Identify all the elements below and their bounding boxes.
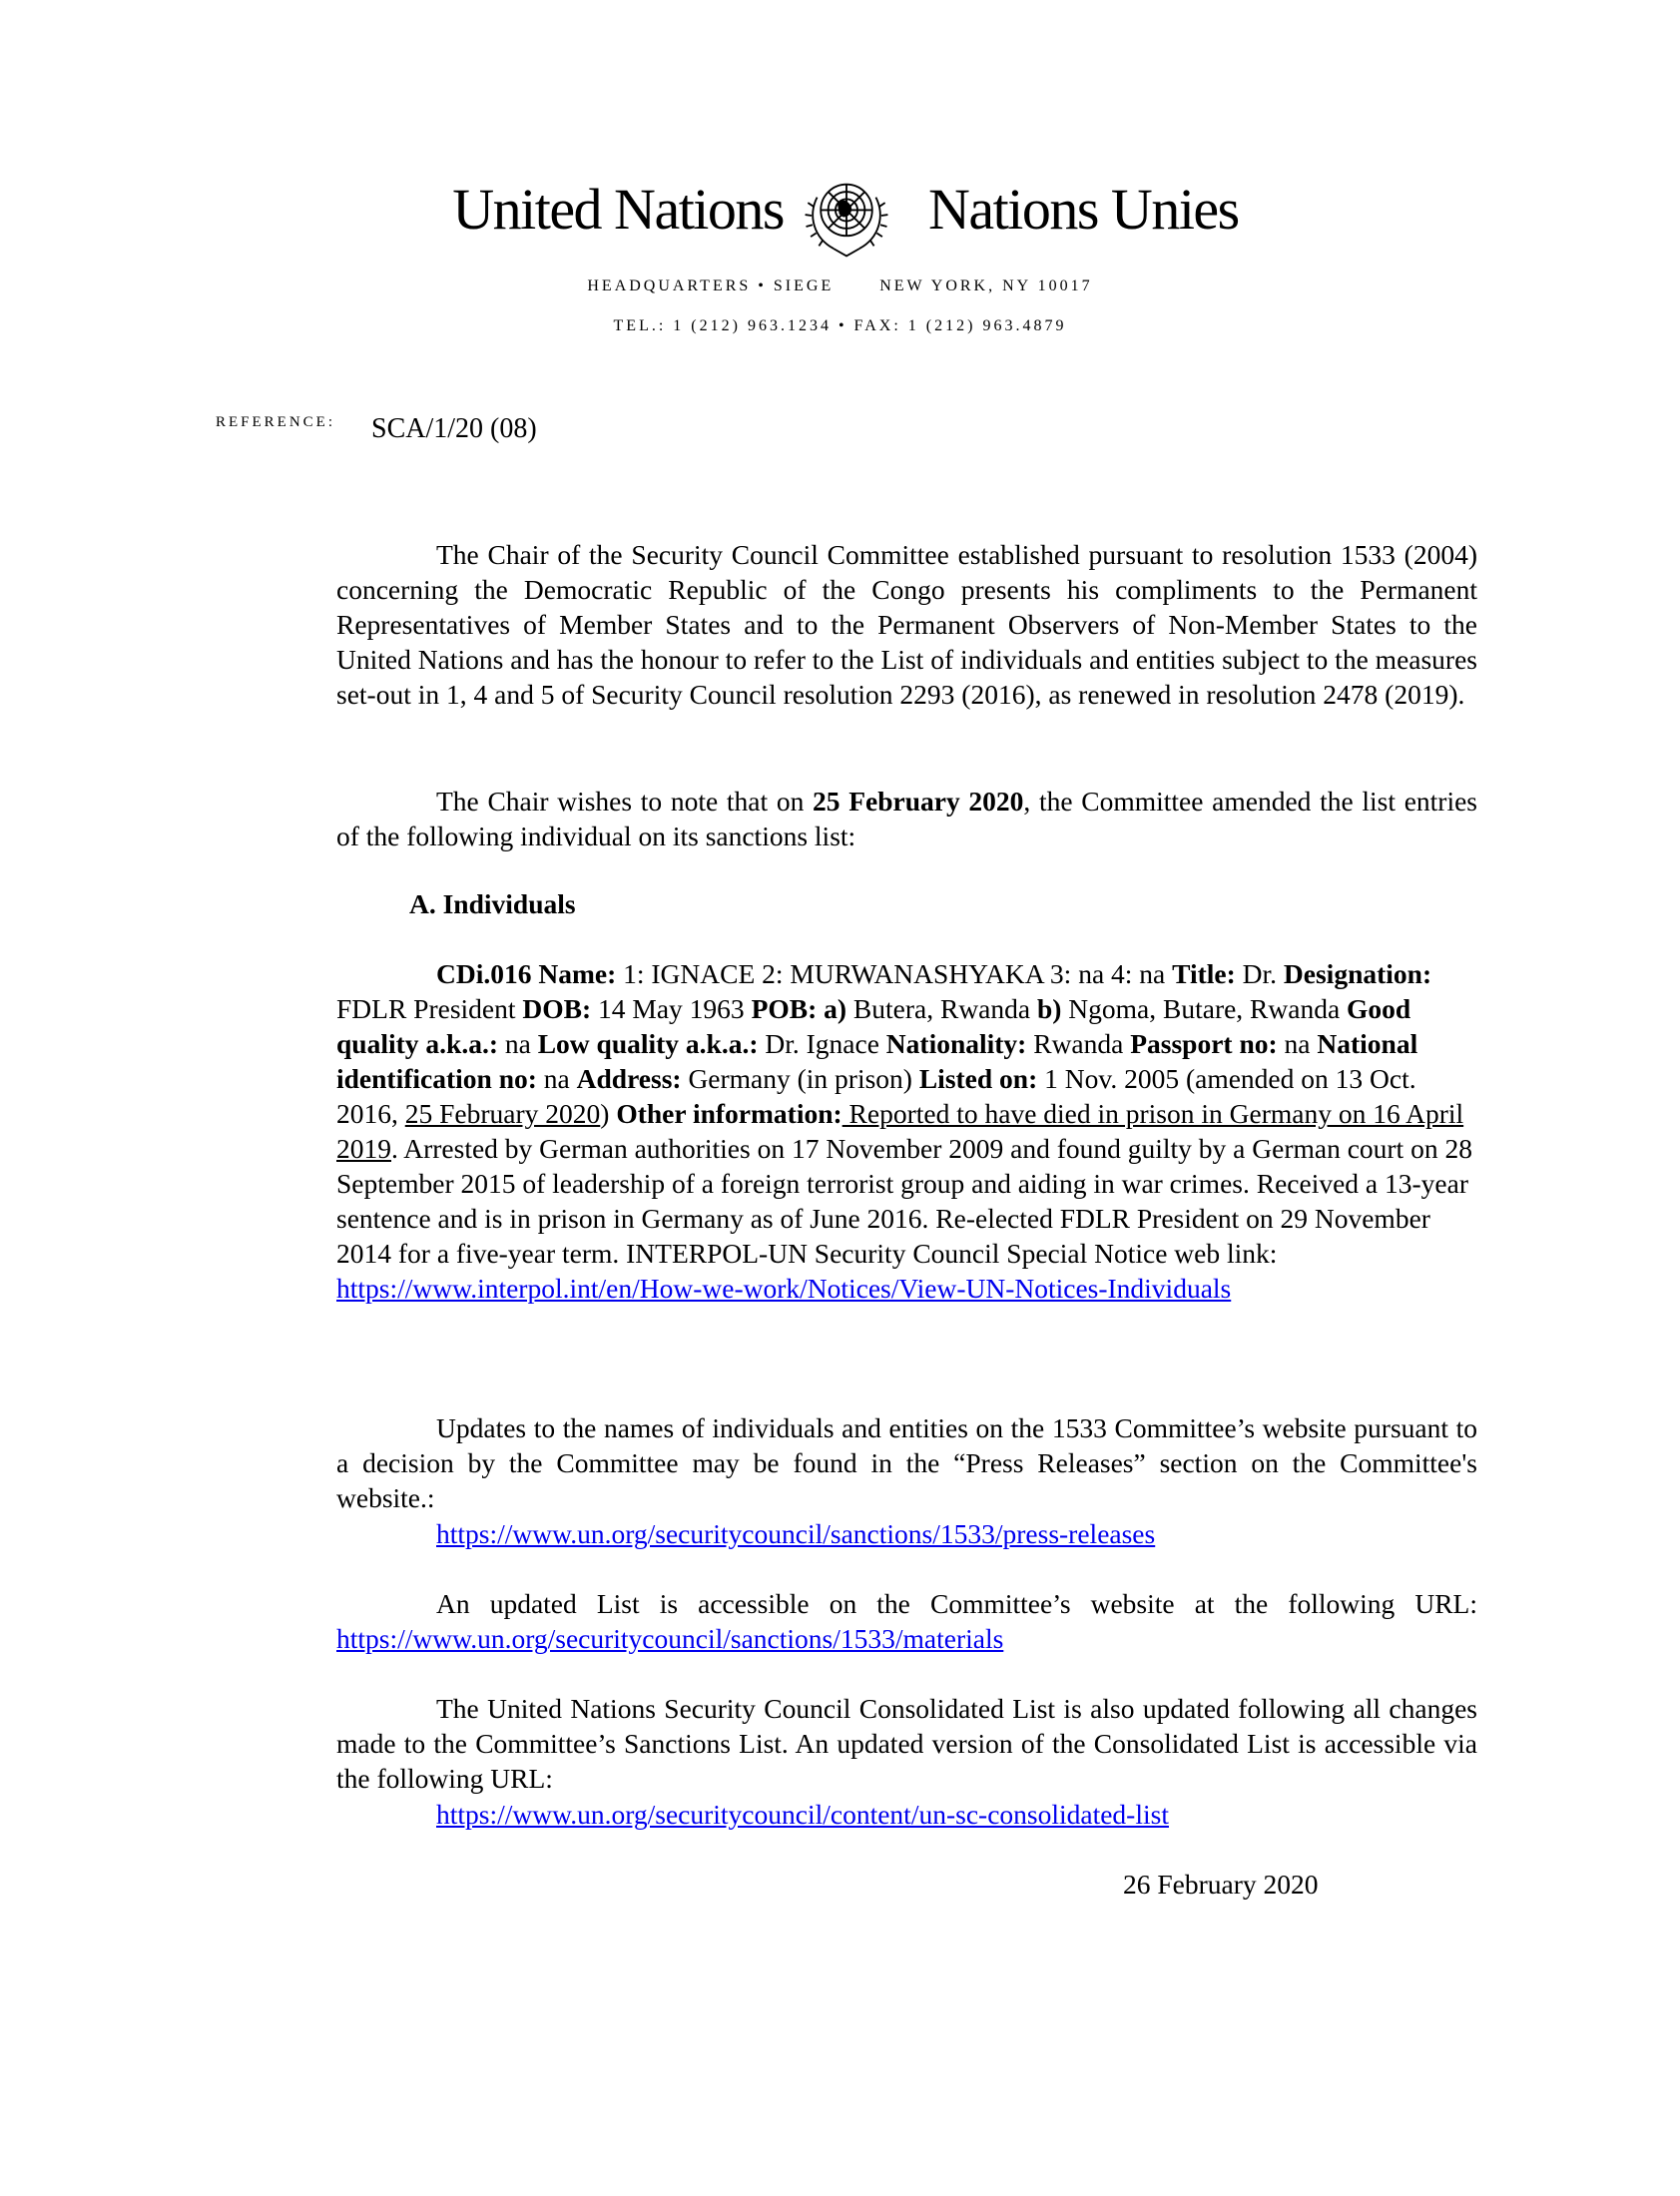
entry-passport: na <box>1277 1028 1318 1059</box>
address-headquarters: HEADQUARTERS • SIEGE <box>587 277 835 294</box>
entry-good-aka: na <box>497 1028 538 1059</box>
consolidated-list-line <box>436 1797 1169 1832</box>
entry-pob-a: Butera, Rwanda <box>846 993 1037 1024</box>
letterhead-name-english: United Nations <box>452 177 784 242</box>
entry-other-info-label: Other information: <box>616 1098 842 1129</box>
entry-dob-label: DOB: <box>522 993 592 1024</box>
entry-listed: 1 Nov. 2005 (amended on 13 Oct. 2016, <box>336 1063 1416 1129</box>
paragraph-press-releases: Updates to the names of individuals and entities on the 1533 Committee’s website pursuant to a decision by the Committee may be found in the “Press Releases” section on the Committee's website.: <box>336 1412 1477 1513</box>
document-date: 26 February 2020 <box>1123 1869 1319 1900</box>
sanctions-entry <box>336 956 1477 1306</box>
entry-passport-label: Passport no: <box>1130 1028 1278 1059</box>
entry-designation-label: Designation: <box>1283 958 1432 989</box>
press-releases-link[interactable]: https://www.un.org/securitycouncil/sanctions/1533/press-releases <box>436 1518 1156 1549</box>
entry-listed-amendment: 25 February 2020 <box>404 1098 601 1129</box>
entry-title: Dr. <box>1235 958 1284 989</box>
paragraph-consolidated-list: The United Nations Security Council Consolidated List is also updated following all changes made to the Committee’s Sanctions List. An updated version of the Consolidated List is accessible via the following URL: <box>336 1693 1477 1794</box>
letterhead <box>0 170 1680 260</box>
entry-name: 1: IGNACE 2: MURWANASHYAKA 3: na 4: na <box>616 958 1166 989</box>
un-emblem-icon <box>801 170 892 262</box>
address-city: NEW YORK, NY 10017 <box>879 277 1093 294</box>
entry-national-id: na <box>536 1063 577 1094</box>
entry-low-aka: Dr. Ignace <box>758 1028 886 1059</box>
entry-dob: 14 May 1963 <box>591 993 752 1024</box>
entry-id-name-label: CDi.016 Name: <box>436 958 617 989</box>
section-heading-individuals: A. Individuals <box>409 888 576 919</box>
updated-list-text: An updated List is accessible on the Committee’s website at the following URL: <box>436 1588 1477 1619</box>
entry-good-aka-label: Good quality a.k.a.: <box>336 993 1411 1059</box>
paragraph-amendment-text: The Chair wishes to note that on <box>436 786 814 817</box>
entry-pob-b: Ngoma, Butare, Rwanda <box>1061 993 1348 1024</box>
amendment-date: 25 February 2020 <box>813 786 1024 817</box>
entry-pob-label: POB: a) <box>751 993 847 1024</box>
materials-link[interactable]: https://www.un.org/securitycouncil/sanctions/1533/materials <box>336 1623 1004 1654</box>
paragraph-updated-list <box>336 1586 1477 1656</box>
letterhead-address <box>0 277 1680 295</box>
paragraph-amendment-text-end: , the Committee amended the list entries of the following individual on its sanctions list: <box>336 786 1477 851</box>
letterhead-contact: TEL.: 1 (212) 963.1234 • FAX: 1 (212) 963.4879 <box>613 317 1067 334</box>
consolidated-list-link[interactable]: https://www.un.org/securitycouncil/content/un-sc-consolidated-list <box>436 1799 1169 1830</box>
entry-address-label: Address: <box>576 1063 682 1094</box>
entry-listed-close: ) <box>600 1098 617 1129</box>
interpol-notice-link[interactable]: https://www.interpol.int/en/How-we-work/Notices/View-UN-Notices-Individuals <box>336 1273 1232 1304</box>
press-releases-line <box>436 1516 1155 1551</box>
paragraph-amendment-note <box>336 784 1477 853</box>
entry-listed-label: Listed on: <box>918 1063 1038 1094</box>
letterhead-name-french: Nations Unies <box>928 177 1239 242</box>
entry-low-aka-label: Low quality a.k.a.: <box>537 1028 759 1059</box>
entry-designation: FDLR President <box>336 993 523 1024</box>
entry-title-label: Title: <box>1172 958 1236 989</box>
entry-address: Germany (in prison) <box>681 1063 919 1094</box>
reference-label: REFERENCE: <box>216 414 336 430</box>
entry-pob-b-label: b) <box>1036 993 1062 1024</box>
entry-other-info: . Arrested by German authorities on 17 November 2009 and found guilty by a German court on 28 September 2015 of leadership of a foreign terrorist group and aiding in war crimes. Received a 13-year sentence and is in prison in Germany as of June 2016. Re-elected FDLR President on 29 November 2014 for a five-year term. INTERPOL-UN Security Council Special Notice web link: <box>336 1133 1472 1269</box>
reference-value: SCA/1/20 (08) <box>371 413 537 444</box>
entry-nationality-label: Nationality: <box>885 1028 1027 1059</box>
entry-death-report: Reported to have died in prison in Germany on 16 April 2019 <box>336 1098 1464 1164</box>
paragraph-intro: The Chair of the Security Council Committee established pursuant to resolution 1533 (2004) concerning the Democratic Republic of the Congo presents his compliments to the Permanent Representatives of Member States and to the Permanent Observers of Non-Member States to the United Nations and has the honour to refer to the List of individuals and entities subject to the measures set-out in 1, 4 and 5 of Security Council resolution 2293 (2016), as renewed in resolution 2478 (2019). <box>336 539 1477 710</box>
entry-nationality: Rwanda <box>1026 1028 1131 1059</box>
entry-national-id-label: National identification no: <box>336 1028 1418 1094</box>
